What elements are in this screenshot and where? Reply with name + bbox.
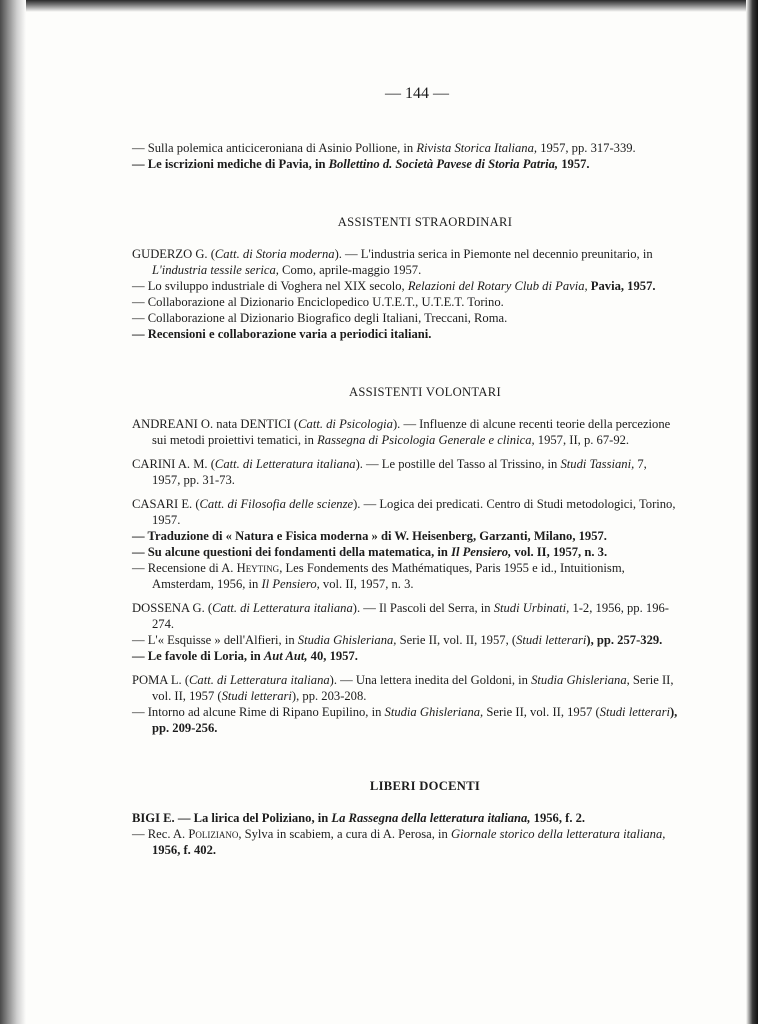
entry-poma-ripano: — Intorno ad alcune Rime di Ripano Eupilino, in Studia Ghisleriana, Serie II, vol. II, 1957 (Studi letterari), pp. 209-256.: [132, 705, 678, 735]
entry-pollione: — Sulla polemica anticiceroniana di Asinio Pollione, in Rivista Storica Italiana, 1957, pp. 317-339.: [132, 141, 636, 155]
page-number: — 144 —: [385, 85, 449, 102]
entry-casari-recensione: — Recensione di A. Heyting, Les Fondements des Mathématiques, Paris 1955 e id., Intuitionism, Amsterdam, 1956, in Il Pensiero, vol. II, 1957, n. 3.: [132, 561, 625, 591]
entry-carini: CARINI A. M. (Catt. di Letteratura italiana). — Le postille del Tasso al Trissino, in Studi Tassiani, 7, 1957, pp. 31-73.: [132, 457, 647, 487]
entry-casari: CASARI E. (Catt. di Filosofia delle scienze). — Logica dei predicati. Centro di Studi metodologici, Torino, 1957.: [132, 497, 676, 527]
entry-bigi: BIGI E. — La lirica del Poliziano, in La Rassegna della letteratura italiana, 1956, f. 2.: [132, 811, 586, 825]
entry-guderzo-voghera: — Lo sviluppo industriale di Voghera nel XIX secolo, Relazioni del Rotary Club di Pavia, Pavia, 1957.: [132, 279, 656, 293]
heading-assistenti-volontari: ASSISTENTI VOLONTARI: [348, 385, 502, 399]
entry-andreani: ANDREANI O. nata DENTICI (Catt. di Psicologia). — Influenze di alcune recenti teorie della percezione sui metodi proiettivi tematici, in Rassegna di Psicologia Generale e clinica, 1957, II, p. 67-92.: [132, 417, 671, 447]
page-content: [132, 86, 678, 858]
entry-guderzo-utet: — Collaborazione al Dizionario Enciclopedico U.T.E.T., U.T.E.T. Torino.: [132, 295, 504, 309]
entry-dossena: DOSSENA G. (Catt. di Letteratura italiana). — Il Pascoli del Serra, in Studi Urbinati, 1-2, 1956, pp. 196-274.: [132, 601, 669, 631]
entry-guderzo-recensioni: — Recensioni e collaborazione varia a periodici italiani.: [132, 327, 432, 341]
entry-dossena-alfieri: — L'« Esquisse » dell'Alfieri, in Studia Ghisleriana, Serie II, vol. II, 1957, (Studi letterari), pp. 257-329.: [132, 633, 663, 647]
entry-bigi-recensione: — Rec. A. Poliziano, Sylva in scabiem, a cura di A. Perosa, in Giornale storico della letteratura italiana, 1956, f. 402.: [132, 827, 666, 857]
entry-guderzo-treccani: — Collaborazione al Dizionario Biografico degli Italiani, Treccani, Roma.: [132, 311, 508, 325]
scan-left-shadow: [0, 0, 26, 1024]
entry-casari-traduzione: — Traduzione di « Natura e Fisica moderna » di W. Heisenberg, Garzanti, Milano, 1957.: [132, 529, 607, 543]
heading-assistenti-straordinari: ASSISTENTI STRAORDINARI: [337, 215, 513, 229]
entry-casari-fondamenti: — Su alcune questioni dei fondamenti della matematica, in Il Pensiero, vol. II, 1957, n. 3.: [132, 545, 608, 559]
entry-poma: POMA L. (Catt. di Letteratura italiana). — Una lettera inedita del Goldoni, in Studia Ghisleriana, Serie II, vol. II, 1957 (Studi letterari), pp. 203-208.: [132, 673, 674, 703]
entry-dossena-loria: — Le favole di Loria, in Aut Aut, 40, 1957.: [132, 649, 358, 663]
entry-iscrizioni: — Le iscrizioni mediche di Pavia, in Bollettino d. Società Pavese di Storia Patria, 1957.: [132, 157, 590, 171]
entry-guderzo: GUDERZO G. (Catt. di Storia moderna). — L'industria serica in Piemonte nel decennio preunitario, in L'industria tessile serica, Como, aprile-maggio 1957.: [132, 247, 653, 277]
heading-liberi-docenti: LIBERI DOCENTI: [369, 779, 481, 793]
scan-right-shadow: [746, 0, 758, 1024]
scan-top-shadow: [0, 0, 758, 12]
